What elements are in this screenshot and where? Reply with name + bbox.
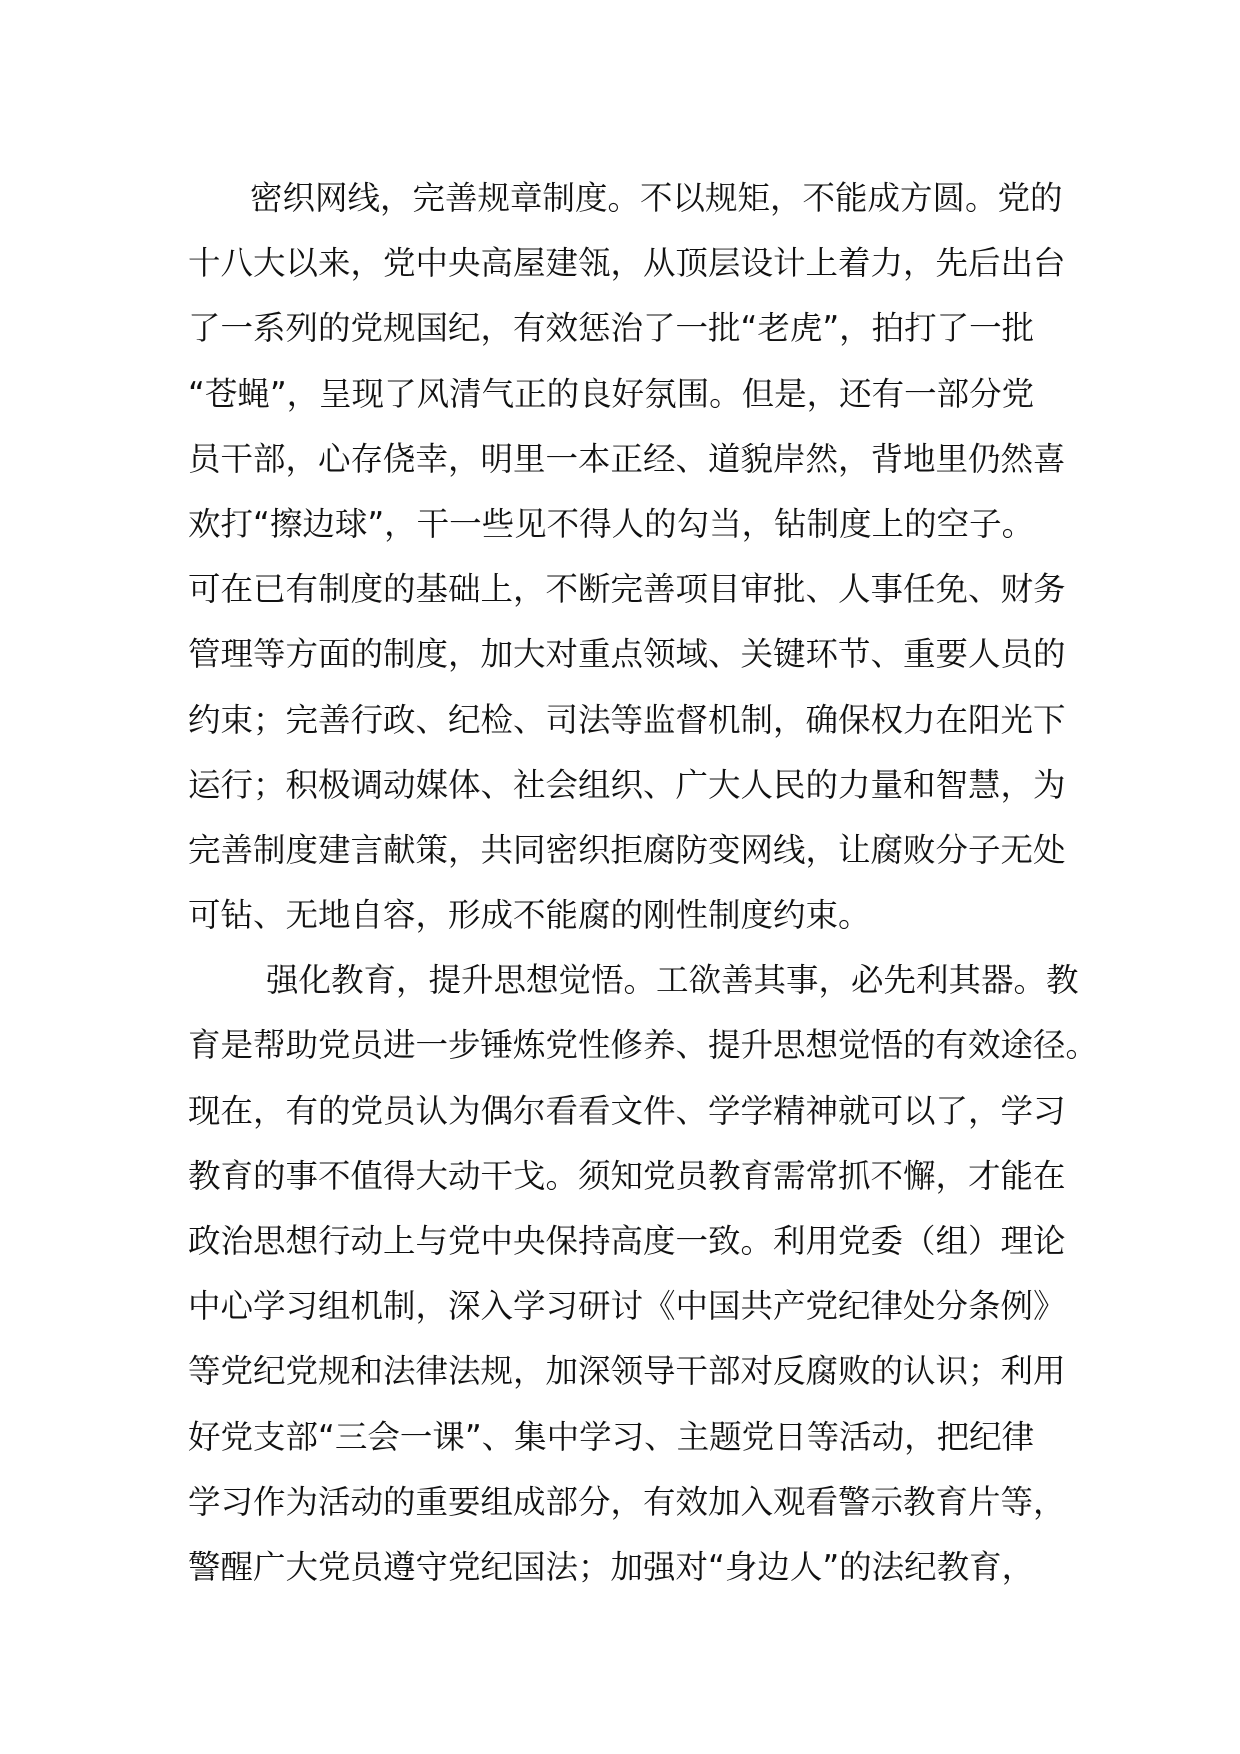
text-line: “苍蝇”，呈现了风清气正的良好氛围。但是，还有一部分党 [188,374,1035,413]
paragraph-institutions [188,166,1068,948]
document-body [188,166,1099,1600]
text-line: 管理等方面的制度，加大对重点领域、关键环节、重要人员的 [188,635,1066,674]
text-line: 中心学习组机制，深入学习研讨《中国共产党纪律处分条例》 [188,1287,1066,1326]
text-line: 强化教育，提升思想觉悟。工欲善其事，必先利其器。教 [266,961,1079,1000]
text-line: 政治思想行动上与党中央保持高度一致。利用党委（组）理论 [188,1222,1066,1260]
text-line: 学习作为活动的重要组成部分，有效加入观看警示教育片等， [188,1482,1066,1521]
text-line: 运行；积极调动媒体、社会组织、广大人民的力量和智慧，为 [188,765,1066,804]
text-line: 十八大以来，党中央高屋建瓴，从顶层设计上着力，先后出台 [188,244,1066,283]
text-line: 育是帮助党员进一步锤炼党性修养、提升思想觉悟的有效途径。 [188,1026,1099,1065]
text-line: 警醒广大党员遵守党纪国法；加强对“身边人”的法纪教育， [188,1547,1035,1586]
text-line: 员干部，心存侥幸，明里一本正经、道貌岸然，背地里仍然喜 [188,439,1066,478]
text-line: 约束；完善行政、纪检、司法等监督机制，确保权力在阳光下 [188,700,1066,739]
text-line: 可在已有制度的基础上，不断完善项目审批、人事任免、财务 [188,570,1066,609]
text-line: 了一系列的党规国纪，有效惩治了一批“老虎”，拍打了一批 [188,309,1035,348]
text-line: 可钻、无地自容，形成不能腐的刚性制度约束。 [188,896,871,935]
text-line: 完善制度建言献策，共同密织拒腐防变网线，让腐败分子无处 [188,830,1066,869]
text-line: 密织网线，完善规章制度。不以规矩，不能成方圆。党的 [250,179,1063,217]
text-line: 教育的事不值得大动干戈。须知党员教育需常抓不懈，才能在 [188,1156,1066,1195]
text-line: 现在，有的党员认为偶尔看看文件、学学精神就可以了，学习 [188,1091,1066,1130]
paragraph-education [188,948,1099,1600]
text-line: 欢打“擦边球”，干一些见不得人的勾当，钻制度上的空子。 [188,504,1035,543]
text-line: 等党纪党规和法律法规，加深领导干部对反腐败的认识；利用 [188,1352,1066,1391]
text-line: 好党支部“三会一课”、集中学习、主题党日等活动，把纪律 [188,1417,1035,1456]
